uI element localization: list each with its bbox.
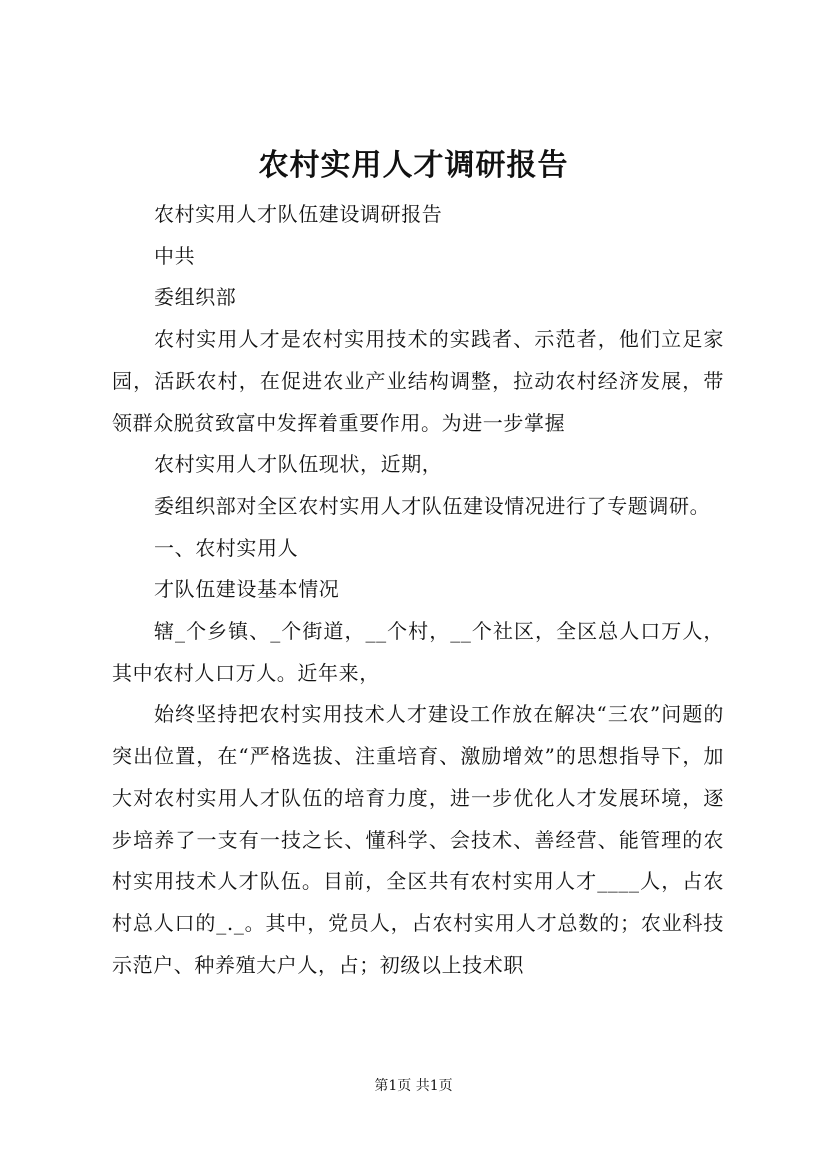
section-heading-1: 一、农村实用人 <box>154 535 299 560</box>
paragraph-subtitle: 农村实用人才队伍建设调研报告 <box>154 202 443 226</box>
page-footer: 第1页 共1页 <box>374 1078 453 1094</box>
paragraph-org-line-2: 委组织部 <box>154 285 237 310</box>
paragraph-population: 辖_个乡镇、_个街道，__个村，__个社区，全区总人口万人，其中农村人口万人。近年来， <box>112 619 724 685</box>
paragraph-org-line-1: 中共 <box>154 243 196 268</box>
paragraph-intro: 农村实用人才是农村实用技术的实践者、示范者，他们立足家园，活跃农村，在促进农业产业结构调整，拉动农村经济发展，带领群众脱贫致富中发挥着重要作用。为进一步掌握 <box>112 327 724 435</box>
paragraph-research: 委组织部对全区农村实用人才队伍建设情况进行了专题调研。 <box>154 493 711 518</box>
section-heading-1-cont: 才队伍建设基本情况 <box>154 577 340 602</box>
paragraph-status: 农村实用人才队伍现状，近期， <box>154 452 443 477</box>
document-body <box>112 194 724 986</box>
document-title: 农村实用人才调研报告 <box>258 148 569 183</box>
paragraph-development: 始终坚持把农村实用技术人才建设工作放在解决“三农”问题的突出位置，在“严格选拔、注重培育、激励增效”的思想指导下，加大对农村实用人才队伍的培育力度，进一步优化人才发展环境，逐步培养了一支有一技之长、懂科学、会技术、善经营、能管理的农村实用技术人才队伍。目前，全区共有农村实用人才____人，占农村总人口的_._。其中，党员人，占农村实用人才总数的；农业科技示范户、种养殖大户人，占；初级以上技术职 <box>112 702 724 977</box>
